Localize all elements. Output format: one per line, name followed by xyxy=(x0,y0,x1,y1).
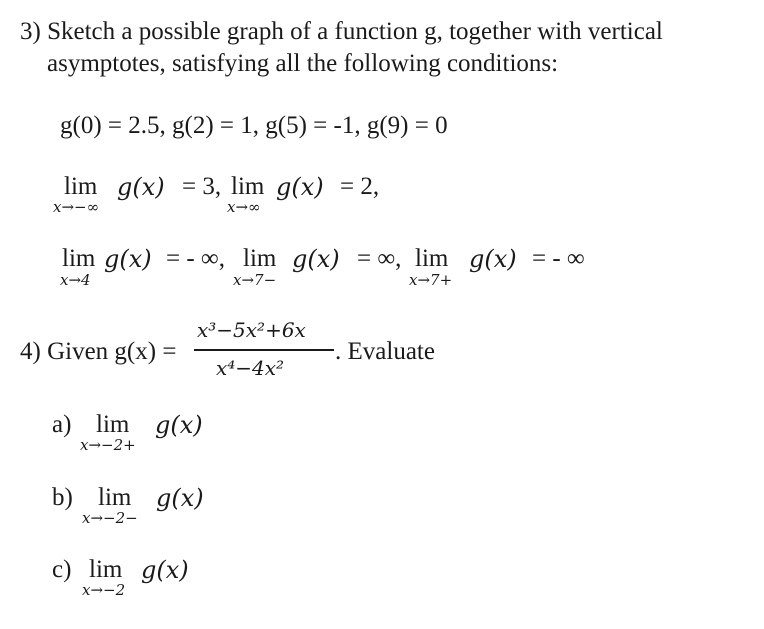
q3-heading-line2: asymptotes, satisfying all the following conditions: xyxy=(47,50,559,77)
q3-heading-line1: 3) Sketch a possible graph of a function g, together with vertical xyxy=(20,18,663,45)
fraction-bar xyxy=(194,349,334,351)
lim-function: g(x) xyxy=(104,245,152,273)
lim-function: g(x) xyxy=(117,173,165,201)
lim-subscript: x→−∞ xyxy=(53,198,100,216)
lim-function: g(x) xyxy=(276,173,324,201)
lim-word: lim xyxy=(62,245,96,272)
lim-value: = - ∞, xyxy=(166,245,225,272)
lim-value: = 3, xyxy=(182,173,222,200)
part-label: a) xyxy=(52,411,72,438)
lim-subscript: x→∞ xyxy=(227,198,261,216)
lim-word: lim xyxy=(415,245,449,272)
q3-function-values: g(0) = 2.5, g(2) = 1, g(5) = -1, g(9) = 0 xyxy=(60,112,448,139)
q4-prefix: 4) Given g(x) = xyxy=(20,338,177,365)
lim-subscript: x→7+ xyxy=(409,271,453,289)
lim-word: lim xyxy=(96,411,130,438)
lim-value: = ∞, xyxy=(357,245,402,272)
lim-subscript: x→−2− xyxy=(82,509,138,527)
lim-word: lim xyxy=(89,556,123,583)
lim-subscript: x→4 xyxy=(60,271,91,289)
q4-suffix: . Evaluate xyxy=(335,338,435,365)
lim-function: g(x) xyxy=(469,245,517,273)
lim-function: g(x) xyxy=(155,411,203,439)
lim-function: g(x) xyxy=(156,484,204,512)
fraction-denominator: x⁴−4x² xyxy=(216,356,285,380)
lim-word: lim xyxy=(64,173,98,200)
lim-subscript: x→−2 xyxy=(82,581,126,599)
lim-word: lim xyxy=(231,173,265,200)
lim-value: = 2, xyxy=(340,173,380,200)
lim-function: g(x) xyxy=(292,245,340,273)
lim-subscript: x→−2+ xyxy=(80,436,136,454)
part-label: c) xyxy=(52,556,72,583)
part-label: b) xyxy=(52,484,73,511)
lim-subscript: x→7− xyxy=(233,271,277,289)
lim-word: lim xyxy=(98,484,132,511)
lim-value: = - ∞ xyxy=(532,245,585,272)
lim-function: g(x) xyxy=(141,556,189,584)
fraction-numerator: x³−5x²+6x xyxy=(197,318,306,342)
lim-word: lim xyxy=(243,245,277,272)
